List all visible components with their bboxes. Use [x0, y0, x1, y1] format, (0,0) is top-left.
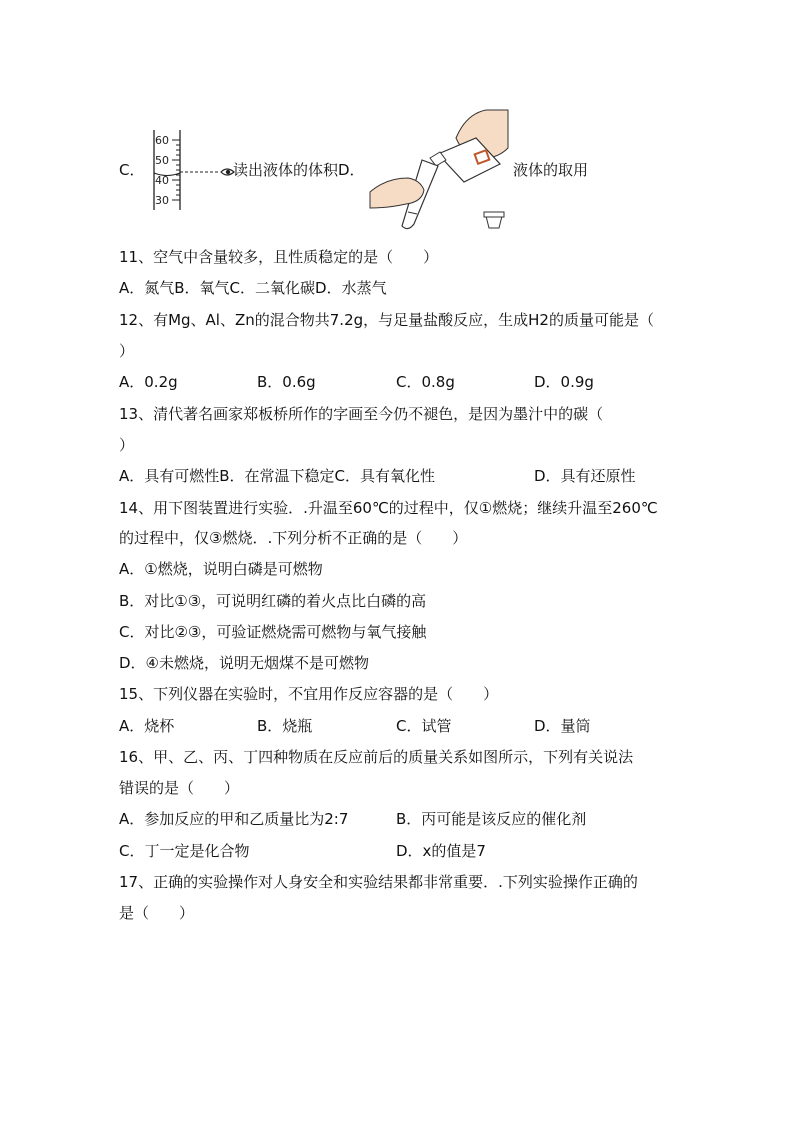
question-15-stem: 15、下列仪器在实验时，不宜用作反应容器的是（ ）	[119, 685, 499, 703]
question-14-option-c: C．对比②③，可验证燃烧需可燃物与氧气接触	[119, 623, 427, 641]
question-14-option-d: D．④未燃烧，说明无烟煤不是可燃物	[119, 654, 369, 672]
question-16-stem-cont: 错误的是（ ）	[119, 779, 240, 797]
question-14-stem: 14、用下图装置进行实验．.升温至60℃的过程中，仅①燃烧；继续升温至260℃	[119, 499, 658, 517]
question-16-stem: 16、甲、乙、丙、丁四种物质在反应前后的质量关系如图所示，下列有关说法	[119, 748, 634, 766]
question-11-options: A．氮气B．氧气C．二氧化碳D．水蒸气	[119, 279, 387, 297]
question-13-options-abc: A．具有可燃性B．在常温下稳定C．具有氧化性	[119, 467, 436, 485]
option-c-label: C．	[119, 161, 145, 179]
option-d-text: 液体的取用	[513, 161, 589, 179]
question-15-option-b: B．烧瓶	[257, 717, 313, 735]
question-16-option-d: D．x的值是7	[396, 842, 486, 860]
option-c-text: 读出液体的体积D．	[233, 161, 365, 179]
question-16-option-b: B．丙可能是该反应的催化剂	[396, 810, 587, 828]
tick-label-30: 30	[155, 194, 169, 207]
question-14-option-a: A．①燃烧，说明白磷是可燃物	[119, 560, 323, 578]
question-12-stem: 12、有Mg、Al、Zn的混合物共7.2g，与足量盐酸反应，生成H2的质量可能是（	[119, 311, 654, 329]
question-12-stem-cont: ）	[119, 342, 135, 360]
question-12-option-b: B．0.6g	[257, 373, 316, 391]
question-15-option-c: C．试管	[396, 717, 452, 735]
question-13-option-d: D．具有还原性	[534, 467, 636, 485]
question-16-option-c: C．丁一定是化合物	[119, 842, 250, 860]
question-17-stem-cont: 是（ ）	[119, 904, 195, 922]
question-13-stem-cont: ）	[119, 436, 135, 454]
tick-label-50: 50	[155, 154, 169, 167]
question-15-option-a: A．烧杯	[119, 717, 175, 735]
question-12-option-d: D．0.9g	[534, 373, 594, 391]
question-12-option-a: A．0.2g	[119, 373, 178, 391]
question-12-option-c: C．0.8g	[396, 373, 455, 391]
tick-label-40: 40	[155, 174, 169, 187]
question-16-option-a: A．参加反应的甲和乙质量比为2:7	[119, 810, 349, 828]
question-14-stem-cont: 的过程中，仅③燃烧．.下列分析不正确的是（ ）	[119, 529, 468, 547]
question-13-stem: 13、清代著名画家郑板桥所作的字画至今仍不褪色，是因为墨汁中的碳（	[119, 405, 604, 423]
question-17-stem: 17、正确的实验操作对人身安全和实验结果都非常重要．.下列实验操作正确的	[119, 873, 638, 891]
liquid-pouring-figure	[368, 108, 514, 234]
question-15-option-d: D．量筒	[534, 717, 591, 735]
graduated-cylinder-figure	[148, 128, 238, 212]
question-11-stem: 11、空气中含量较多，且性质稳定的是（ ）	[119, 248, 439, 266]
question-14-option-b: B．对比①③，可说明红磷的着火点比白磷的高	[119, 592, 427, 610]
tick-label-60: 60	[155, 134, 169, 147]
